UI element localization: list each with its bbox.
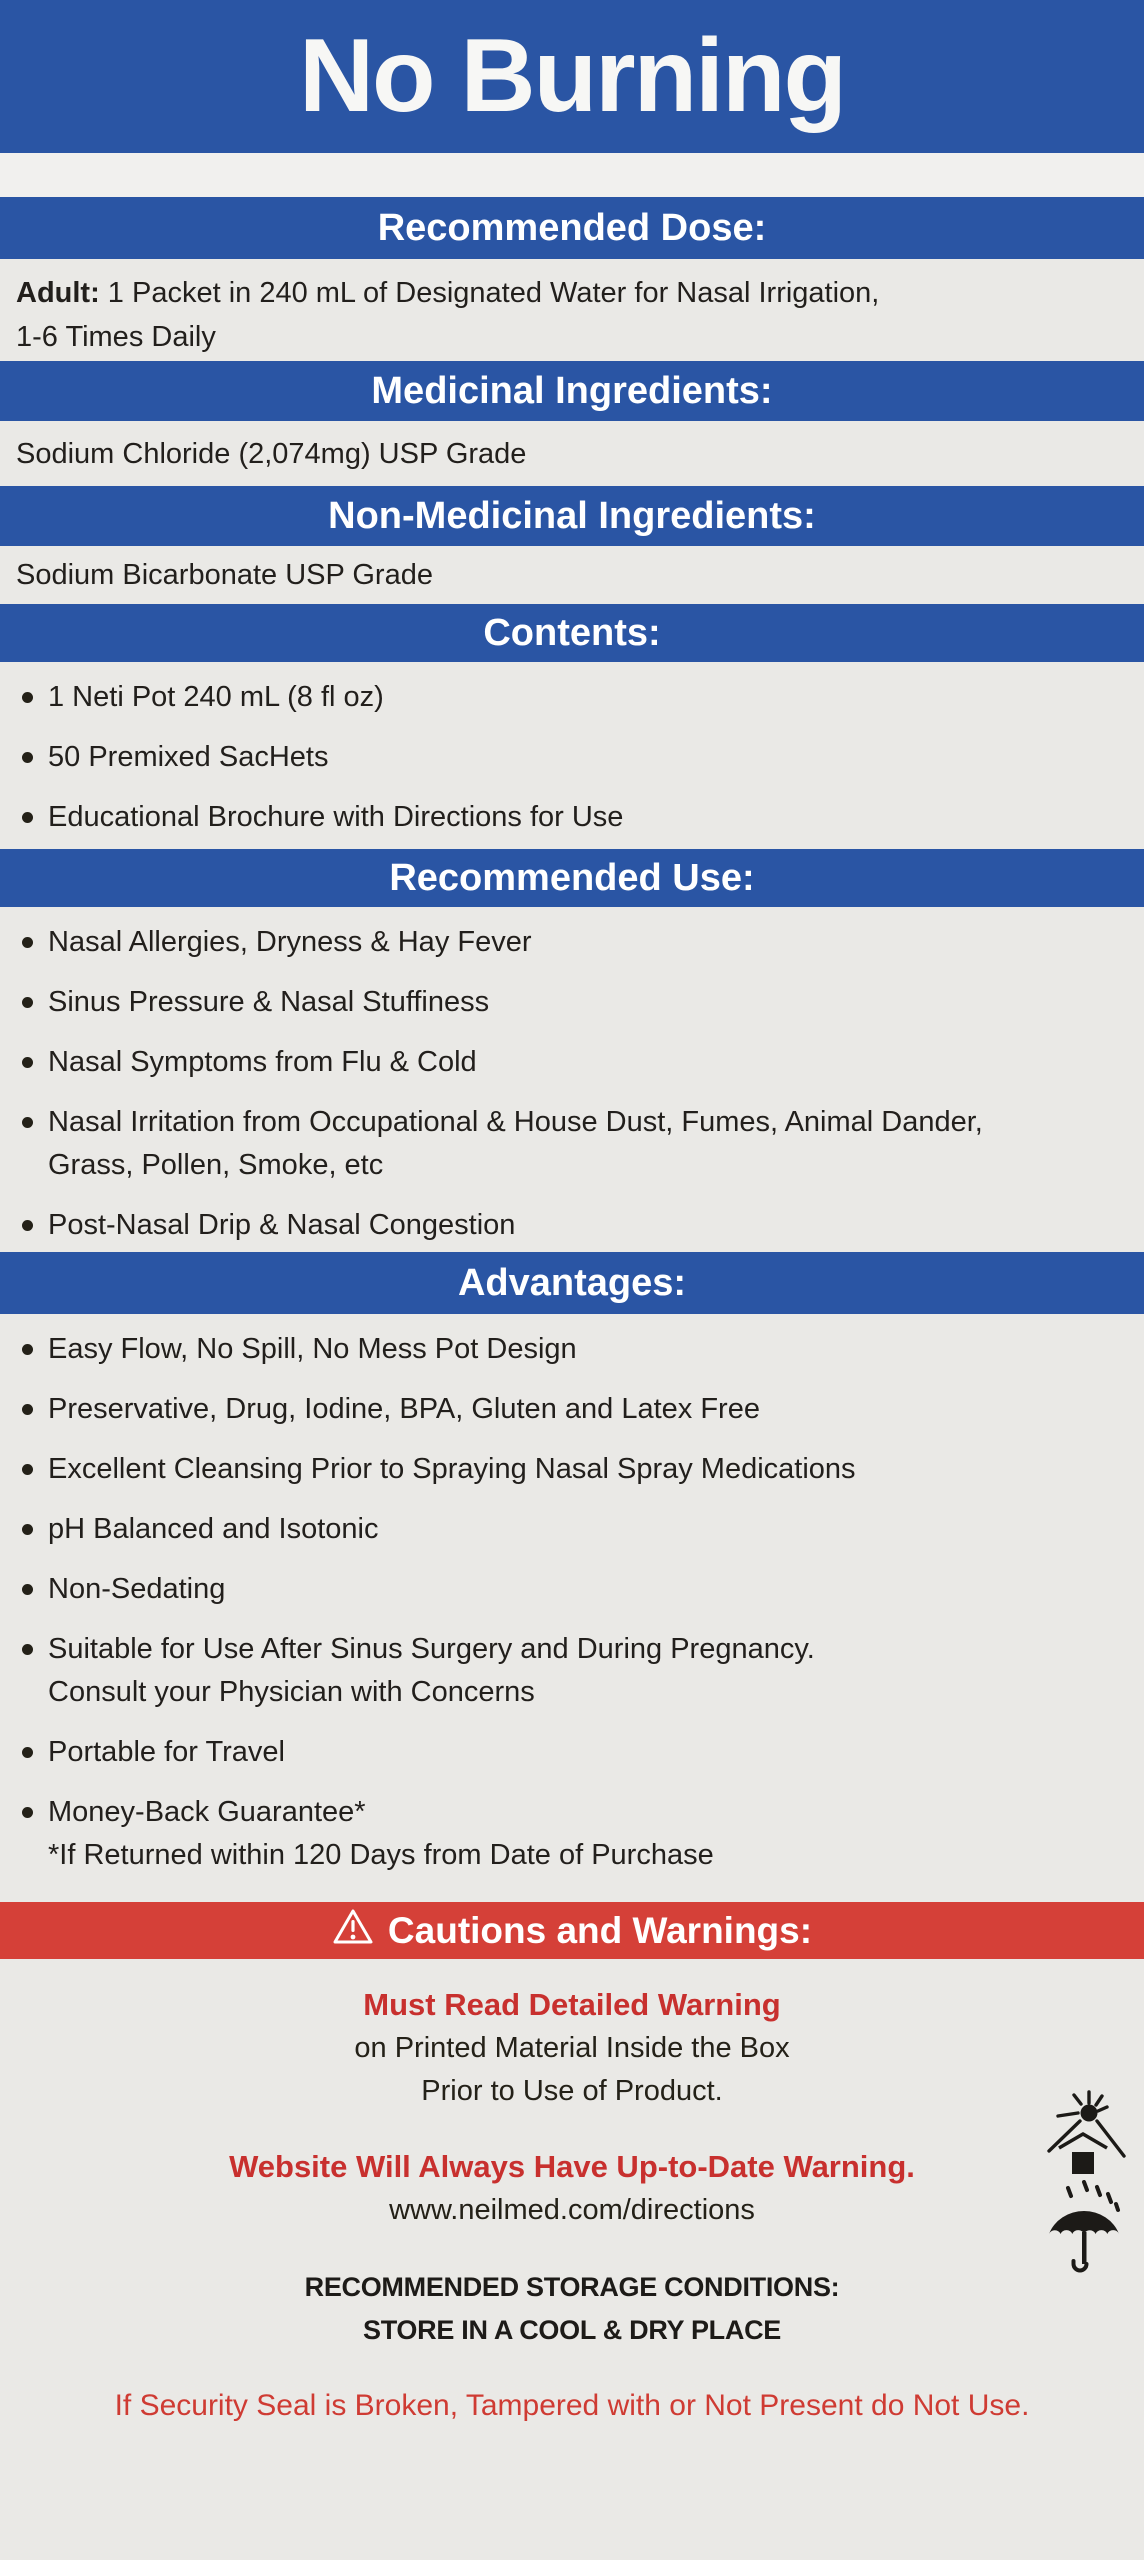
page-title: No Burning bbox=[298, 18, 846, 134]
medicinal-ingredients-text: Sodium Chloride (2,074mg) USP Grade bbox=[16, 438, 527, 470]
bullet-dot-icon bbox=[22, 1464, 33, 1475]
use-item-text bbox=[48, 1101, 1108, 1187]
care-icons bbox=[1044, 2090, 1130, 2278]
storage-conditions-line-1: RECOMMENDED STORAGE CONDITIONS: bbox=[304, 2272, 840, 2302]
title-banner bbox=[0, 0, 1144, 153]
list-item bbox=[18, 796, 1108, 839]
use-item-line2: Grass, Pollen, Smoke, etc bbox=[48, 1149, 384, 1181]
divider-strip bbox=[0, 153, 1144, 197]
contents-item-text: 50 Premixed SacHets bbox=[48, 741, 329, 773]
list-item bbox=[18, 921, 1108, 964]
must-read-warning-text: Must Read Detailed Warning bbox=[363, 1987, 781, 2022]
cautions-section bbox=[0, 1959, 1144, 2428]
use-item-text: Nasal Allergies, Dryness & Hay Fever bbox=[48, 926, 532, 958]
list-item bbox=[18, 1731, 1108, 1774]
keep-away-from-sunlight-icon bbox=[1044, 2090, 1130, 2180]
list-item bbox=[18, 1041, 1108, 1084]
use-item-text: Nasal Symptoms from Flu & Cold bbox=[48, 1046, 477, 1078]
contents-item-text: Educational Brochure with Directions for Use bbox=[48, 801, 624, 833]
security-seal-warning: If Security Seal is Broken, Tampered with or Not Present do Not Use. bbox=[114, 2389, 1030, 2422]
advantage-item-text bbox=[48, 1791, 1108, 1877]
use-item-line1: Nasal Irritation from Occupational & House Dust, Fumes, Animal Dander, bbox=[48, 1106, 983, 1138]
cautions-header-text: Cautions and Warnings: bbox=[387, 1909, 813, 1951]
advantage-item-text: Preservative, Drug, Iodine, BPA, Gluten and Latex Free bbox=[48, 1393, 760, 1425]
advantage-item-text: Non-Sedating bbox=[48, 1573, 226, 1605]
advantage-item-text bbox=[48, 1628, 1108, 1714]
section-header-non-medicinal-ingredients: Non-Medicinal Ingredients: bbox=[0, 486, 1144, 546]
list-item bbox=[18, 1101, 1108, 1187]
section-header-contents: Contents: bbox=[0, 604, 1144, 662]
advantage-item-text: Portable for Travel bbox=[48, 1736, 285, 1768]
bullet-dot-icon bbox=[22, 692, 33, 703]
dose-line2: 1-6 Times Daily bbox=[16, 321, 216, 353]
list-item bbox=[18, 736, 1108, 779]
bullet-dot-icon bbox=[22, 1644, 33, 1655]
bullet-dot-icon bbox=[22, 1117, 33, 1128]
website-warning-text: Website Will Always Have Up-to-Date Warning. bbox=[229, 2149, 915, 2184]
dose-text bbox=[0, 259, 1144, 361]
list-item bbox=[18, 981, 1108, 1024]
section-header-recommended-dose: Recommended Dose: bbox=[0, 197, 1144, 259]
contents-list bbox=[0, 662, 1144, 849]
storage-conditions-line-2: STORE IN A COOL & DRY PLACE bbox=[363, 2315, 781, 2345]
warning-line-1: on Printed Material Inside the Box bbox=[354, 2032, 790, 2064]
bullet-dot-icon bbox=[22, 1404, 33, 1415]
warning-triangle-icon bbox=[332, 1908, 374, 1955]
bullet-dot-icon bbox=[22, 1584, 33, 1595]
list-item bbox=[18, 1508, 1108, 1551]
bullet-dot-icon bbox=[22, 1747, 33, 1758]
bullet-dot-icon bbox=[22, 1807, 33, 1818]
list-item bbox=[18, 1568, 1108, 1611]
advantage-item-text: Excellent Cleansing Prior to Spraying Nasal Spray Medications bbox=[48, 1453, 856, 1485]
section-header-cautions-warnings bbox=[0, 1902, 1144, 1959]
recommended-use-list bbox=[0, 907, 1144, 1252]
use-item-text: Post-Nasal Drip & Nasal Congestion bbox=[48, 1209, 516, 1241]
contents-item-text: 1 Neti Pot 240 mL (8 fl oz) bbox=[48, 681, 384, 713]
list-item bbox=[18, 1204, 1108, 1247]
advantages-list bbox=[0, 1314, 1144, 1902]
list-item bbox=[18, 1448, 1108, 1491]
advantage-item-line1: Suitable for Use After Sinus Surgery and During Pregnancy. bbox=[48, 1633, 815, 1665]
directions-url: www.neilmed.com/directions bbox=[389, 2194, 755, 2226]
warning-line-2: Prior to Use of Product. bbox=[421, 2075, 723, 2107]
bullet-dot-icon bbox=[22, 1057, 33, 1068]
bullet-dot-icon bbox=[22, 937, 33, 948]
list-item bbox=[18, 676, 1108, 719]
keep-dry-icon bbox=[1044, 2180, 1130, 2278]
use-item-text: Sinus Pressure & Nasal Stuffiness bbox=[48, 986, 490, 1018]
bullet-dot-icon bbox=[22, 1524, 33, 1535]
list-item bbox=[18, 1328, 1108, 1371]
dose-adult-label: Adult: bbox=[16, 277, 100, 309]
section-header-recommended-use: Recommended Use: bbox=[0, 849, 1144, 907]
section-header-advantages: Advantages: bbox=[0, 1252, 1144, 1314]
money-back-footnote: *If Returned within 120 Days from Date of Purchase bbox=[48, 1839, 714, 1871]
advantage-item-line2: Consult your Physician with Concerns bbox=[48, 1676, 535, 1708]
list-item bbox=[18, 1628, 1108, 1714]
bullet-dot-icon bbox=[22, 1220, 33, 1231]
list-item bbox=[18, 1791, 1108, 1877]
advantage-item-text: Easy Flow, No Spill, No Mess Pot Design bbox=[48, 1333, 577, 1365]
bullet-dot-icon bbox=[22, 752, 33, 763]
bullet-dot-icon bbox=[22, 1344, 33, 1355]
advantage-item-text: pH Balanced and Isotonic bbox=[48, 1513, 379, 1545]
non-medicinal-ingredients-text: Sodium Bicarbonate USP Grade bbox=[16, 559, 433, 591]
list-item bbox=[18, 1388, 1108, 1431]
bullet-dot-icon bbox=[22, 997, 33, 1008]
section-header-medicinal-ingredients: Medicinal Ingredients: bbox=[0, 361, 1144, 421]
advantage-item-line1: Money-Back Guarantee* bbox=[48, 1796, 366, 1828]
dose-line1: 1 Packet in 240 mL of Designated Water for Nasal Irrigation, bbox=[99, 277, 880, 309]
bullet-dot-icon bbox=[22, 812, 33, 823]
